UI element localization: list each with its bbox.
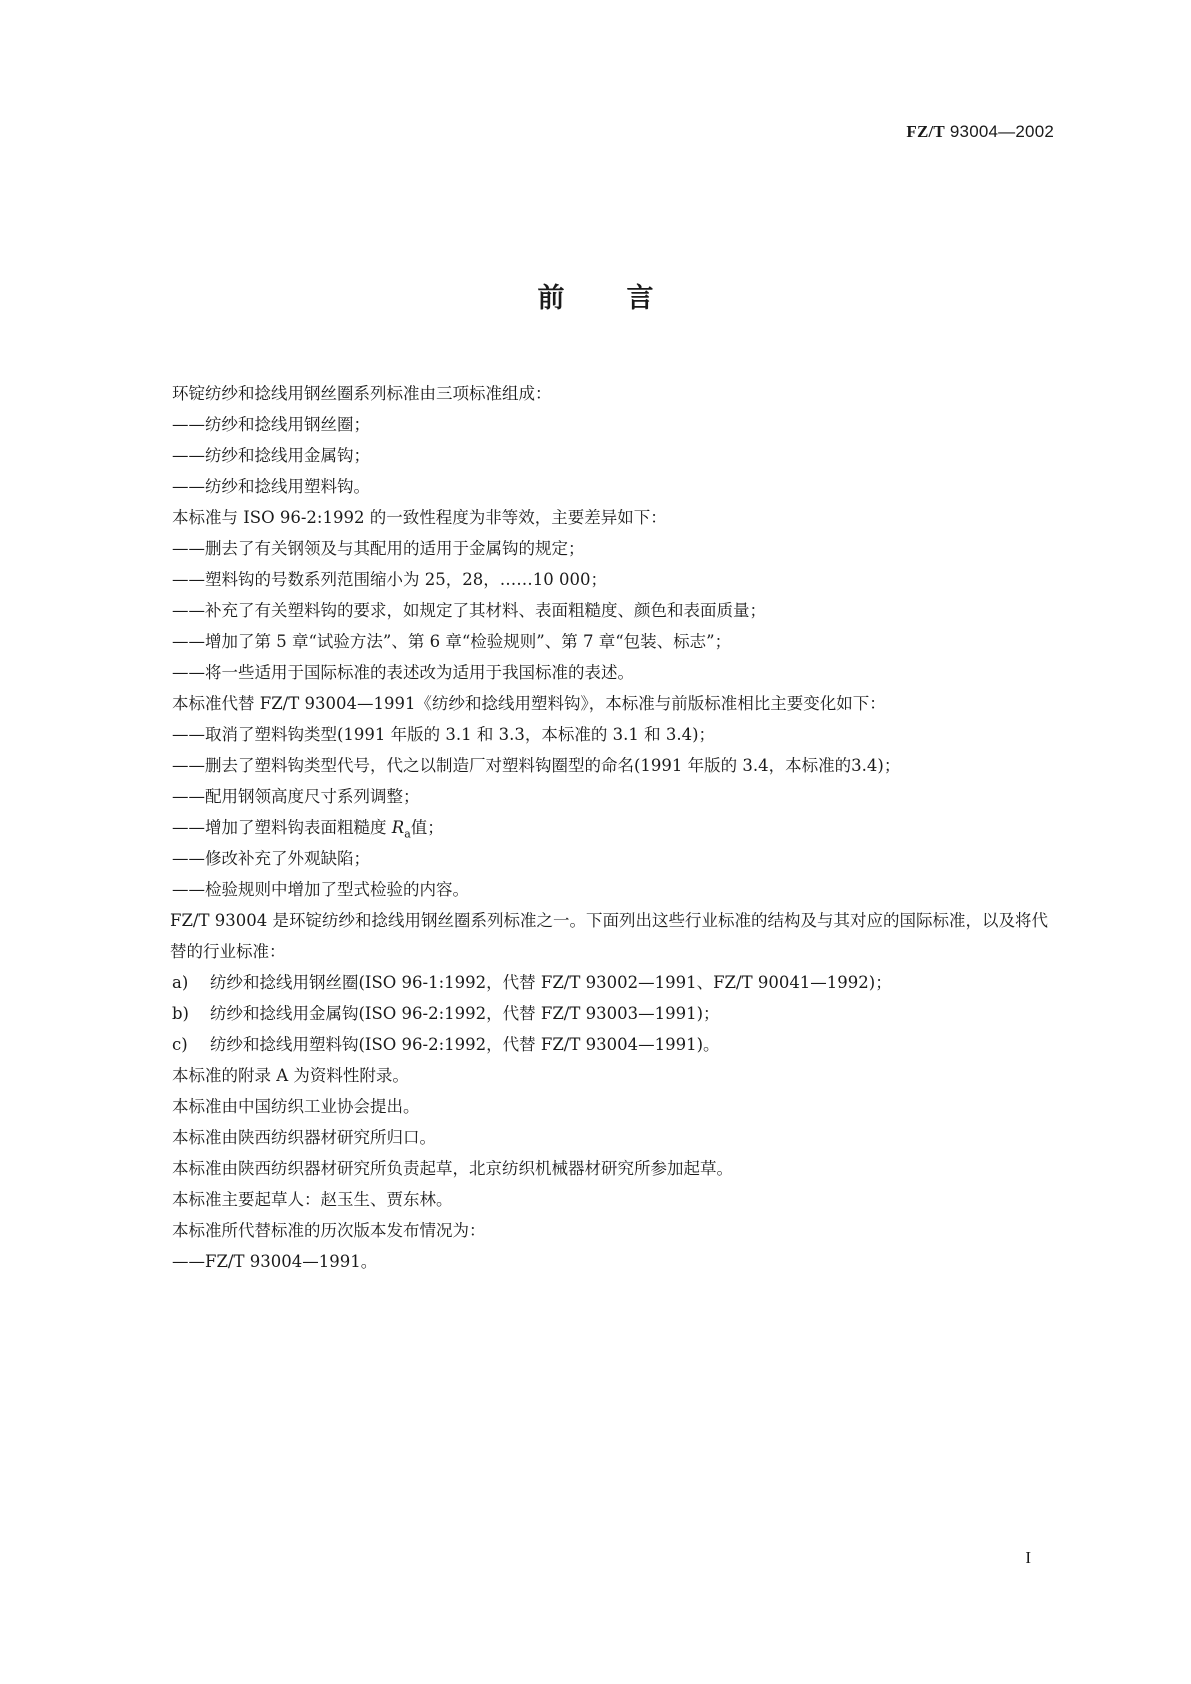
dash-item: ——配用钢领高度尺寸系列调整； bbox=[172, 787, 420, 806]
standard-number: 93004—2002 bbox=[944, 122, 1054, 141]
preface-body bbox=[172, 378, 1062, 1277]
roughness-text-after: 值； bbox=[410, 818, 444, 837]
list-item-c bbox=[172, 1029, 1062, 1060]
dash-item: ——取消了塑料钩类型(1991 年版的 3.1 和 3.3，本标准的 3.1 和 3.4)； bbox=[172, 725, 716, 744]
title-char-1: 前 bbox=[537, 283, 565, 314]
paragraph-fz-text: FZ/T 93004 是环锭纺纱和捻线用钢丝圈系列标准之一。下面列出这些行业标准的结构及与其对应的国际标准，以及将代替的行业标准： bbox=[170, 911, 1048, 961]
dash-item: ——纺纱和捻线用金属钩； bbox=[172, 446, 370, 465]
text-line: 本标准与 ISO 96-2:1992 的一致性程度为非等效，主要差异如下： bbox=[172, 508, 667, 527]
page-title bbox=[0, 276, 1191, 315]
roughness-subscript: a bbox=[404, 827, 411, 841]
list-marker: c) bbox=[172, 1035, 188, 1054]
text-line: 环锭纺纱和捻线用钢丝圈系列标准由三项标准组成： bbox=[172, 384, 552, 403]
dash-item: ——补充了有关塑料钩的要求，如规定了其材料、表面粗糙度、颜色和表面质量； bbox=[172, 601, 766, 620]
dash-item: ——增加了第 5 章“试验方法”、第 6 章“检验规则”、第 7 章“包装、标志”； bbox=[172, 632, 732, 651]
dash-item: ——纺纱和捻线用钢丝圈； bbox=[172, 415, 370, 434]
paragraph-fz-series bbox=[170, 905, 1062, 967]
list-item-b bbox=[172, 998, 1062, 1029]
roughness-symbol: R bbox=[391, 818, 405, 837]
text-line: 本标准所代替标准的历次版本发布情况为： bbox=[172, 1221, 486, 1240]
text-line: 本标准由中国纺织工业协会提出。 bbox=[172, 1097, 420, 1116]
dash-item: ——FZ/T 93004—1991。 bbox=[172, 1252, 378, 1271]
list-item-a bbox=[172, 967, 1062, 998]
text-line: 本标准由陕西纺织器材研究所归口。 bbox=[172, 1128, 436, 1147]
standard-code bbox=[906, 122, 1054, 142]
list-marker: b) bbox=[172, 1004, 189, 1023]
text-line: 本标准由陕西纺织器材研究所负责起草，北京纺织机械器材研究所参加起草。 bbox=[172, 1159, 733, 1178]
text-line: 本标准主要起草人：赵玉生、贾东林。 bbox=[172, 1190, 453, 1209]
standard-prefix: FZ/T bbox=[906, 122, 945, 141]
roughness-text-before: ——增加了塑料钩表面粗糙度 bbox=[172, 818, 392, 837]
dash-item-roughness bbox=[172, 812, 1062, 843]
dash-item: ——删去了塑料钩类型代号，代之以制造厂对塑料钩圈型的命名(1991 年版的 3.4，本标准的3.4)； bbox=[172, 756, 901, 775]
dash-item: ——塑料钩的号数系列范围缩小为 25，28，……10 000； bbox=[172, 570, 607, 589]
title-char-2: 言 bbox=[626, 283, 654, 314]
list-item-text: 纺纱和捻线用塑料钩(ISO 96-2:1992，代替 FZ/T 93004—1991)。 bbox=[210, 1035, 720, 1054]
dash-item: ——删去了有关钢领及与其配用的适用于金属钩的规定； bbox=[172, 539, 585, 558]
page-number: I bbox=[1025, 1548, 1031, 1567]
dash-item: ——将一些适用于国际标准的表述改为适用于我国标准的表述。 bbox=[172, 663, 634, 682]
list-item-text: 纺纱和捻线用钢丝圈(ISO 96-1:1992，代替 FZ/T 93002—1991、FZ/T 90041—1992)； bbox=[210, 973, 892, 992]
dash-item: ——检验规则中增加了型式检验的内容。 bbox=[172, 880, 469, 899]
list-item-text: 纺纱和捻线用金属钩(ISO 96-2:1992，代替 FZ/T 93003—1991)； bbox=[210, 1004, 720, 1023]
dash-item: ——纺纱和捻线用塑料钩。 bbox=[172, 477, 370, 496]
text-line: 本标准代替 FZ/T 93004—1991《纺纱和捻线用塑料钩》，本标准与前版标准相比主要变化如下： bbox=[172, 694, 886, 713]
text-line: 本标准的附录 A 为资料性附录。 bbox=[172, 1066, 409, 1085]
dash-item: ——修改补充了外观缺陷； bbox=[172, 849, 370, 868]
list-marker: a) bbox=[172, 973, 189, 992]
